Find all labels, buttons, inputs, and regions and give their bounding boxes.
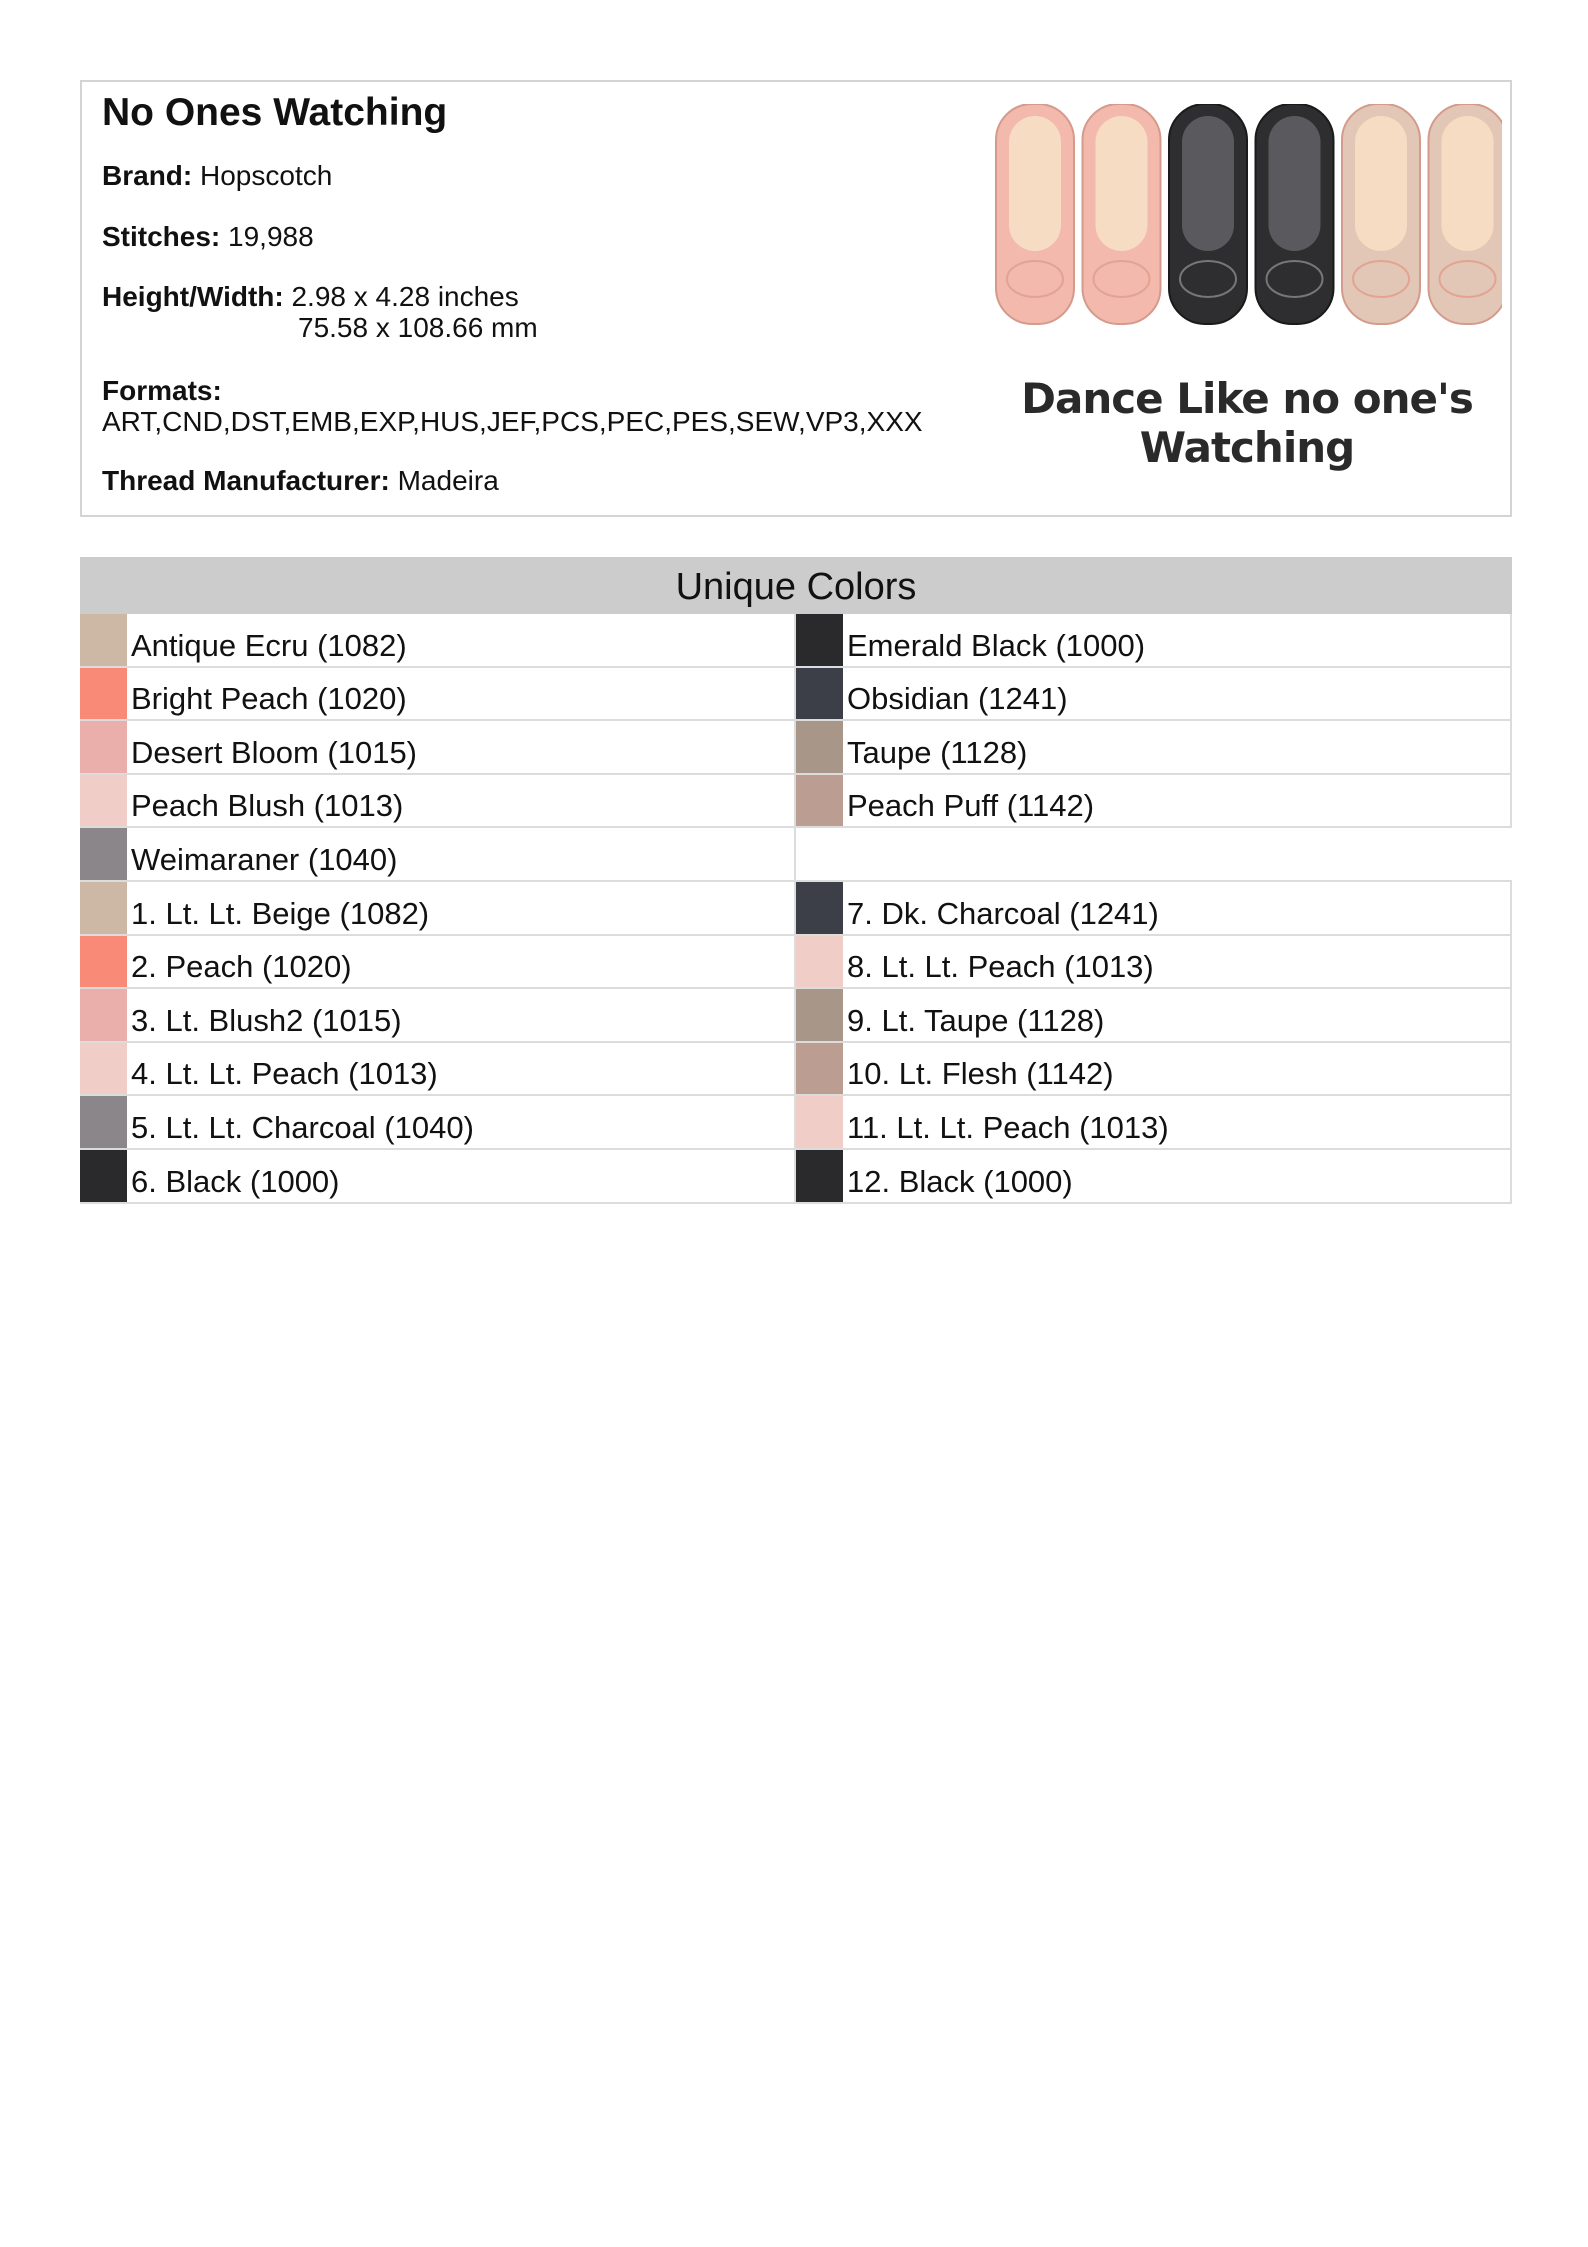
color-swatch	[796, 614, 843, 666]
design-info-panel	[80, 80, 1512, 517]
empty-color-cell	[796, 828, 1512, 882]
color-row	[796, 614, 1512, 668]
color-swatch	[80, 614, 127, 666]
brand-value: Hopscotch	[200, 159, 333, 191]
color-name: Peach Puff (1142)	[847, 788, 1095, 824]
color-row	[80, 775, 796, 829]
color-name: 11. Lt. Lt. Peach (1013)	[847, 1109, 1169, 1145]
color-row	[796, 668, 1512, 722]
color-row	[80, 989, 796, 1043]
color-swatch	[80, 1096, 127, 1148]
formats-label: Formats:	[102, 374, 222, 406]
color-name: Emerald Black (1000)	[847, 627, 1146, 663]
color-name: 2. Peach (1020)	[131, 949, 352, 985]
color-swatch	[80, 828, 127, 880]
color-swatch	[796, 936, 843, 988]
ballet-shoe	[1169, 104, 1247, 324]
color-name: 8. Lt. Lt. Peach (1013)	[847, 949, 1154, 985]
color-row	[796, 989, 1512, 1043]
color-swatch	[796, 989, 843, 1041]
color-row	[80, 1043, 796, 1097]
size-field	[102, 282, 1032, 344]
design-preview-image	[992, 104, 1502, 472]
unique-colors-header: Unique Colors	[80, 557, 1512, 614]
brand-label: Brand:	[102, 159, 193, 191]
color-name: 1. Lt. Lt. Beige (1082)	[131, 895, 430, 931]
color-row	[796, 1150, 1512, 1204]
color-swatch	[796, 1096, 843, 1148]
color-name: 10. Lt. Flesh (1142)	[847, 1056, 1114, 1092]
color-row	[80, 828, 796, 882]
color-swatch	[796, 775, 843, 827]
color-swatch	[796, 668, 843, 720]
size-inches: 2.98 x 4.28 inches	[291, 281, 519, 313]
color-swatch	[80, 721, 127, 773]
color-swatch	[796, 1043, 843, 1095]
thread-value: Madeira	[397, 464, 499, 496]
color-name: Desert Bloom (1015)	[131, 734, 418, 770]
slogan-text: Dance Like no one's Watching	[1021, 374, 1473, 472]
brand-field	[102, 161, 1032, 192]
color-swatch	[80, 936, 127, 988]
color-name: 4. Lt. Lt. Peach (1013)	[131, 1056, 438, 1092]
ballet-shoe	[1342, 104, 1420, 324]
formats-list: ART,CND,DST,EMB,EXP,HUS,JEF,PCS,PEC,PES,SEW,VP3,XXX	[102, 405, 923, 437]
unique-colors-table	[80, 557, 1512, 1204]
color-row	[796, 936, 1512, 990]
color-name: 3. Lt. Blush2 (1015)	[131, 1002, 402, 1038]
color-swatch	[796, 1150, 843, 1202]
color-swatch	[80, 1150, 127, 1202]
color-name: Antique Ecru (1082)	[131, 627, 407, 663]
color-row	[80, 1096, 796, 1150]
ballet-shoe	[1083, 104, 1161, 324]
color-swatch	[796, 882, 843, 934]
color-swatch	[796, 721, 843, 773]
color-row	[796, 1096, 1512, 1150]
ballet-shoe	[1429, 104, 1503, 324]
color-name: Obsidian (1241)	[847, 681, 1068, 717]
color-row	[796, 1043, 1512, 1097]
color-row	[80, 1150, 796, 1204]
color-name: 6. Black (1000)	[131, 1163, 340, 1199]
color-name: 7. Dk. Charcoal (1241)	[847, 895, 1159, 931]
color-row	[80, 614, 796, 668]
stitches-field	[102, 222, 1032, 253]
color-swatch	[80, 882, 127, 934]
color-swatch	[80, 668, 127, 720]
thread-field	[102, 466, 1032, 497]
color-swatch	[80, 775, 127, 827]
color-row	[80, 721, 796, 775]
size-mm: 75.58 x 108.66 mm	[298, 312, 538, 344]
color-name: Bright Peach (1020)	[131, 681, 407, 717]
color-row	[80, 882, 796, 936]
size-label: Height/Width:	[102, 281, 284, 313]
formats-field	[102, 376, 1032, 438]
design-title: No Ones Watching	[102, 91, 448, 134]
color-name: 5. Lt. Lt. Charcoal (1040)	[131, 1109, 474, 1145]
ballet-shoe	[996, 104, 1074, 324]
design-details	[102, 90, 1032, 496]
ballet-shoes-illustration	[992, 104, 1502, 364]
stitches-value: 19,988	[228, 220, 314, 252]
color-name: 12. Black (1000)	[847, 1163, 1073, 1199]
color-swatch	[80, 1043, 127, 1095]
color-name: Weimaraner (1040)	[131, 841, 398, 877]
color-list	[80, 614, 1512, 1204]
ballet-shoe	[1256, 104, 1334, 324]
thread-label: Thread Manufacturer:	[102, 464, 390, 496]
color-row	[80, 668, 796, 722]
color-name: Peach Blush (1013)	[131, 788, 404, 824]
color-name: 9. Lt. Taupe (1128)	[847, 1002, 1105, 1038]
color-row	[796, 775, 1512, 829]
color-name: Taupe (1128)	[847, 734, 1028, 770]
color-row	[796, 882, 1512, 936]
color-row	[80, 936, 796, 990]
stitches-label: Stitches:	[102, 220, 221, 252]
color-swatch	[80, 989, 127, 1041]
color-row	[796, 721, 1512, 775]
